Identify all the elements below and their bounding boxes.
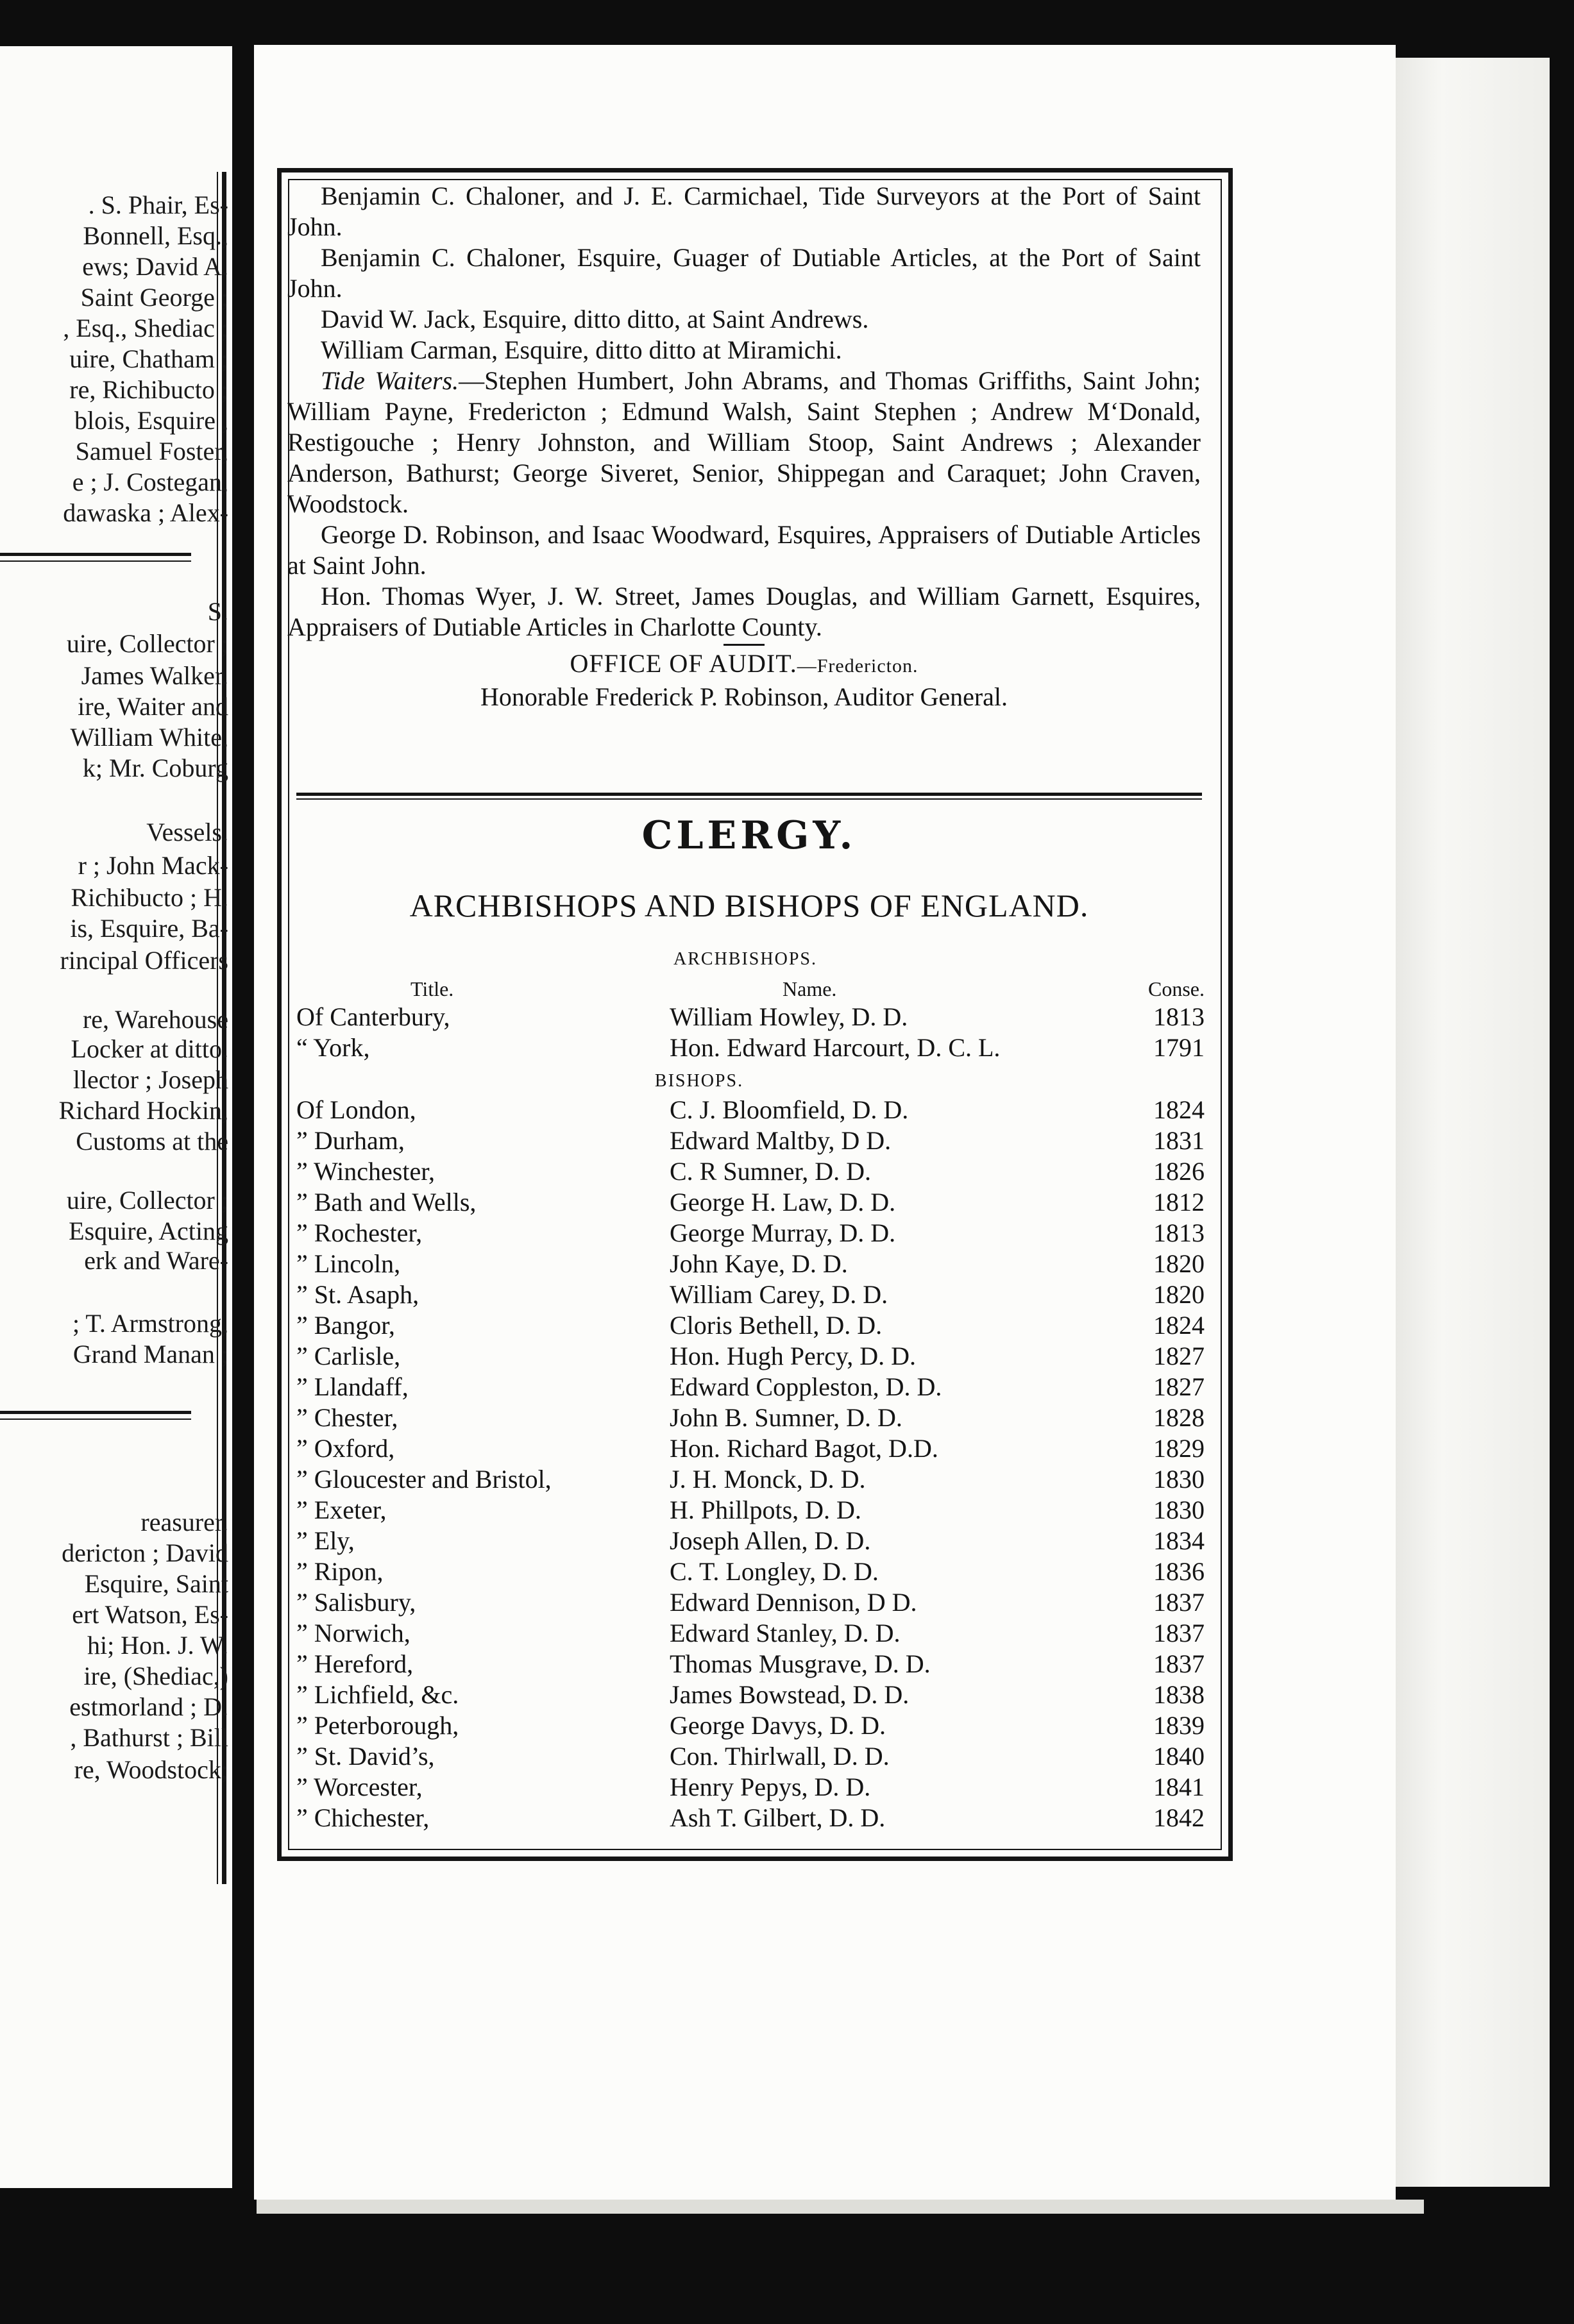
bishop-name: Edward Coppleston, D. D. <box>670 1372 942 1401</box>
see-title: Of London, <box>296 1095 416 1124</box>
left-page-line: James Walker. <box>81 661 228 690</box>
paragraph-saint-andrews: David W. Jack, Esquire, ditto ditto, at Saint Andrews. <box>321 305 869 333</box>
left-page-line: Richard Hockin, <box>58 1096 228 1125</box>
bishop-row <box>0 1095 1574 1125</box>
bishop-name: James Bowstead, D. D. <box>670 1680 910 1709</box>
consecration-year: 1824 <box>1153 1095 1205 1124</box>
tide-waiters-list: —Stephen Humbert, John Abrams, and Thomas Griffiths, Saint John; William Payne, Fredericton ; Edmund Walsh, Saint Stephen ; Andrew M‘Donald, Restigouche ; Henry Johnston, and William Stoop, Saint Andrews ; Alexander Anderson, Bathurst; George Siveret, Senior, Shippegan and Caraquet; John Craven, Woodstock. <box>287 366 1201 518</box>
left-page-line: erk and Ware- <box>84 1246 228 1275</box>
see-title: ” Lincoln, <box>296 1249 401 1278</box>
paragraph-tide-surveyors: Benjamin C. Chaloner, and J. E. Carmichael, Tide Surveyors at the Port of Saint John. <box>287 181 1201 241</box>
column-consecrated: Conse. <box>1148 977 1205 1000</box>
clergy-title: CLERGY. <box>641 813 857 858</box>
see-title: ” Llandaff, <box>296 1372 409 1401</box>
left-page-line: ert Watson, Es- <box>72 1600 228 1629</box>
see-title: ” Durham, <box>296 1126 405 1155</box>
bishop-row <box>0 1526 1574 1556</box>
bishop-row <box>0 1803 1574 1833</box>
left-page-line: uire, Collector ; <box>66 1186 228 1215</box>
consecration-year: 1820 <box>1153 1249 1205 1278</box>
bishop-row <box>0 1218 1574 1249</box>
bishop-row <box>0 1156 1574 1187</box>
left-page-line: re, Richibucto ; <box>69 375 228 404</box>
consecration-year: 1830 <box>1153 1465 1205 1494</box>
consecration-year: 1839 <box>1153 1711 1205 1740</box>
see-title: ” Ripon, <box>296 1557 384 1586</box>
left-page-line: , Bathurst ; Bill <box>70 1723 228 1752</box>
left-page-rule <box>0 560 191 562</box>
bishop-name: Hon. Hugh Percy, D. D. <box>670 1342 917 1370</box>
office-of-audit <box>287 648 1201 682</box>
bishop-name: Henry Pepys, D. D. <box>670 1772 871 1801</box>
left-page-line: hi; Hon. J. W. <box>87 1631 228 1660</box>
bishop-name: Hon. Edward Harcourt, D. C. L. <box>670 1033 1001 1062</box>
bishop-name: George Murray, D. D. <box>670 1218 896 1247</box>
bishop-name: Con. Thirlwall, D. D. <box>670 1742 890 1771</box>
left-page-line: William White, <box>70 723 228 752</box>
page-bottom-edge <box>257 2200 1424 2214</box>
left-page-line: ews; David A. <box>82 252 228 281</box>
see-title: ” Oxford, <box>296 1434 395 1463</box>
bishop-name: William Carey, D. D. <box>670 1280 888 1309</box>
archbishop-row <box>0 1032 1574 1063</box>
consecration-year: 1837 <box>1153 1588 1205 1617</box>
paragraph-guager: Benjamin C. Chaloner, Esquire, Guager of Dutiable Articles, at the Port of Saint John. <box>287 243 1201 303</box>
archbishop-row <box>0 1002 1574 1032</box>
consecration-year: 1838 <box>1153 1680 1205 1709</box>
consecration-year: 1827 <box>1153 1342 1205 1370</box>
bishop-row <box>0 1556 1574 1587</box>
paragraph-appraisers-saint-john: George D. Robinson, and Isaac Woodward, Esquires, Appraisers of Dutiable Articles at Saint John. <box>287 520 1201 580</box>
bishop-name: C. J. Bloomfield, D. D. <box>670 1095 909 1124</box>
see-title: ” Bangor, <box>296 1311 395 1340</box>
bishop-row <box>0 1125 1574 1156</box>
bishop-name: H. Phillpots, D. D. <box>670 1495 861 1524</box>
section-rule-thin <box>296 798 1202 800</box>
left-page-line: , Esq., Shediac ; <box>63 314 228 342</box>
see-title: ” Chichester, <box>296 1803 430 1832</box>
left-page-line: Saint George ; <box>80 283 228 312</box>
left-page-line: Locker at ditto. <box>71 1034 228 1063</box>
bishop-name: Joseph Allen, D. D. <box>670 1526 871 1555</box>
bishop-row <box>0 1249 1574 1279</box>
see-title: ” Exeter, <box>296 1495 387 1524</box>
consecration-year: 1836 <box>1153 1557 1205 1586</box>
consecration-year: 1831 <box>1153 1126 1205 1155</box>
consecration-year: 1842 <box>1153 1803 1205 1832</box>
bishop-name: C. R Sumner, D. D. <box>670 1157 871 1186</box>
consecration-year: 1837 <box>1153 1649 1205 1678</box>
bishop-row <box>0 1433 1574 1464</box>
bishop-name: George Davys, D. D. <box>670 1711 886 1740</box>
left-page-line: r ; John Mack- <box>78 851 228 880</box>
consecration-year: 1826 <box>1153 1157 1205 1186</box>
bishop-name: George H. Law, D. D. <box>670 1188 896 1217</box>
audit-place: —Fredericton. <box>797 655 918 677</box>
bishop-row <box>0 1464 1574 1495</box>
see-title: “ York, <box>296 1033 370 1062</box>
column-title: Title. <box>410 977 454 1000</box>
left-page-line: S. <box>207 597 228 626</box>
bishop-row <box>0 1310 1574 1341</box>
left-page-line: Bonnell, Esq., <box>83 221 228 250</box>
section-rule <box>296 793 1202 796</box>
left-page-line: uire, Collector ; <box>66 629 228 658</box>
left-page-line: Esquire, Acting <box>69 1217 228 1245</box>
bishops-heading: BISHOPS. <box>654 1071 744 1091</box>
left-page-line: dericton ; David <box>62 1538 228 1567</box>
left-page-rule <box>0 553 191 556</box>
bishop-row <box>0 1741 1574 1772</box>
bishop-row <box>0 1680 1574 1710</box>
left-page-line: rincipal Officers <box>60 946 228 975</box>
consecration-year: 1820 <box>1153 1280 1205 1309</box>
bishop-name: Edward Stanley, D. D. <box>670 1619 901 1647</box>
see-title: ” Rochester, <box>296 1218 423 1247</box>
paragraph-tide-waiters <box>287 366 1201 519</box>
left-page-line: Richibucto ; H. <box>71 883 228 912</box>
column-name: Name. <box>783 977 837 1000</box>
consecration-year: 1812 <box>1153 1188 1205 1217</box>
bishop-name: Hon. Richard Bagot, D.D. <box>670 1434 938 1463</box>
see-title: ” Chester, <box>296 1403 398 1432</box>
audit-heading: OFFICE OF AUDIT. <box>570 649 797 678</box>
bishop-name: J. H. Monck, D. D. <box>670 1465 866 1494</box>
see-title: ” Ely, <box>296 1526 355 1555</box>
archbishops-heading: ARCHBISHOPS. <box>673 949 817 969</box>
left-page-line: ire, Waiter and <box>78 692 228 721</box>
left-page-line: ; T. Armstrong, <box>72 1309 228 1338</box>
bishop-row <box>0 1495 1574 1526</box>
left-page-line: ire, (Shediac,) <box>83 1662 228 1690</box>
see-title: ” Norwich, <box>296 1619 410 1647</box>
bishop-name: John Kaye, D. D. <box>670 1249 848 1278</box>
left-page-line: . S. Phair, Es- <box>88 190 228 219</box>
bishop-row <box>0 1187 1574 1218</box>
consecration-year: 1829 <box>1153 1434 1205 1463</box>
see-title: ” Hereford, <box>296 1649 414 1678</box>
left-page-line: re, Warehouse <box>82 1005 228 1034</box>
bishop-name: C. T. Longley, D. D. <box>670 1557 879 1586</box>
consecration-year: 1827 <box>1153 1372 1205 1401</box>
bishop-row <box>0 1372 1574 1402</box>
consecration-year: 1828 <box>1153 1403 1205 1432</box>
left-page-line: k; Mr. Coburg <box>82 754 228 782</box>
bishop-name: Edward Dennison, D D. <box>670 1588 917 1617</box>
see-title: ” St. Asaph, <box>296 1280 419 1309</box>
customs-section <box>287 181 1201 712</box>
left-page-line: dawaska ; Alex- <box>63 498 228 527</box>
bishop-row <box>0 1587 1574 1618</box>
see-title: ” Carlisle, <box>296 1342 401 1370</box>
bishop-name: William Howley, D. D. <box>670 1002 908 1031</box>
see-title: ” Winchester, <box>296 1157 435 1186</box>
bishop-row <box>0 1772 1574 1803</box>
left-page-line: blois, Esquire , <box>74 406 228 435</box>
bishop-row <box>0 1402 1574 1433</box>
left-page-line: Grand Manan ; <box>72 1340 228 1368</box>
left-page-line: Customs at the <box>76 1127 228 1156</box>
see-title: ” Lichfield, &c. <box>296 1680 459 1709</box>
see-title: ” Salisbury, <box>296 1588 416 1617</box>
bishop-name: Thomas Musgrave, D. D. <box>670 1649 931 1678</box>
left-page-line: is, Esquire, Ba- <box>70 914 228 943</box>
bishop-row <box>0 1710 1574 1741</box>
clergy-subtitle: ARCHBISHOPS AND BISHOPS OF ENGLAND. <box>409 888 1089 923</box>
bishop-row <box>0 1279 1574 1310</box>
bishop-row <box>0 1341 1574 1372</box>
consecration-year: 1830 <box>1153 1495 1205 1524</box>
tide-waiters-label: Tide Waiters. <box>321 366 459 395</box>
consecration-year: 1824 <box>1153 1311 1205 1340</box>
left-page-line: Esquire, Saint <box>84 1569 228 1598</box>
bishop-row <box>0 1649 1574 1680</box>
short-rule <box>724 644 765 646</box>
consecration-year: 1791 <box>1153 1033 1205 1062</box>
bishop-name: John B. Sumner, D. D. <box>670 1403 902 1432</box>
consecration-year: 1834 <box>1153 1526 1205 1555</box>
left-page-line: estmorland ; D. <box>69 1692 228 1721</box>
see-title: ” Peterborough, <box>296 1711 459 1740</box>
consecration-year: 1837 <box>1153 1619 1205 1647</box>
left-page-line: Vessels. <box>146 818 228 846</box>
paragraph-appraisers-charlotte: Hon. Thomas Wyer, J. W. Street, James Douglas, and William Garnett, Esquires, Appraisers of Dutiable Articles in Charlotte County. <box>287 582 1201 641</box>
consecration-year: 1813 <box>1153 1002 1205 1031</box>
left-page-line: Samuel Foster, <box>75 437 228 466</box>
consecration-year: 1841 <box>1153 1772 1205 1801</box>
left-page-line: re, Woodstock; <box>74 1755 228 1784</box>
see-title: ” Gloucester and Bristol, <box>296 1465 552 1494</box>
bishop-name: Cloris Bethell, D. D. <box>670 1311 883 1340</box>
consecration-year: 1840 <box>1153 1742 1205 1771</box>
bishop-name: Edward Maltby, D D. <box>670 1126 892 1155</box>
left-page-line: llector ; Joseph <box>72 1065 228 1094</box>
consecration-year: 1813 <box>1153 1218 1205 1247</box>
paragraph-miramichi: William Carman, Esquire, ditto ditto at Miramichi. <box>321 335 842 364</box>
bishop-name: Ash T. Gilbert, D. D. <box>670 1803 886 1832</box>
left-page-line: uire, Chatham ; <box>69 344 228 373</box>
see-title: ” Worcester, <box>296 1772 423 1801</box>
auditor-general: Honorable Frederick P. Robinson, Auditor General. <box>480 682 1008 711</box>
left-page-line: e ; J. Costegan, <box>72 467 228 496</box>
see-title: ” St. David’s, <box>296 1742 435 1771</box>
bishop-row <box>0 1618 1574 1649</box>
see-title: Of Canterbury, <box>296 1002 450 1031</box>
see-title: ” Bath and Wells, <box>296 1188 477 1217</box>
left-page-line: reasurer. <box>140 1508 228 1537</box>
